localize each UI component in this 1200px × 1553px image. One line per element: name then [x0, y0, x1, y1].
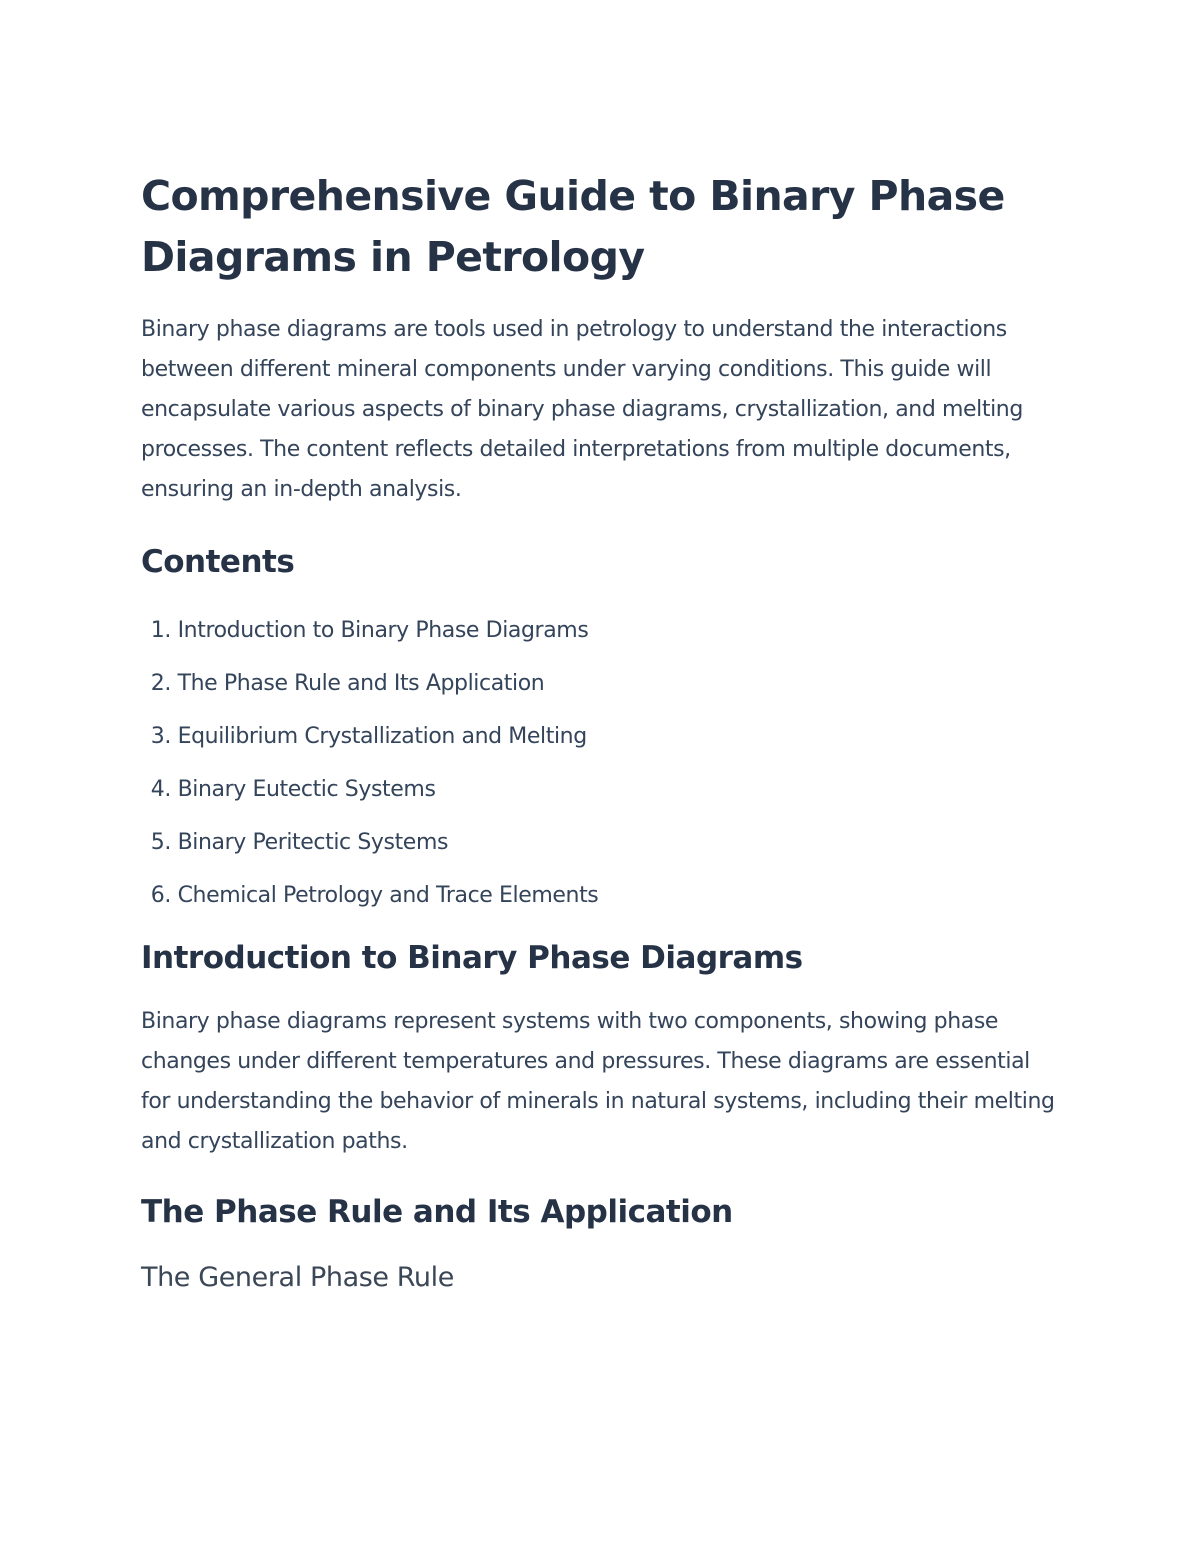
toc-item-number: 3.: [150, 724, 171, 749]
toc-item-label: Binary Eutectic Systems: [177, 777, 436, 802]
toc-item-label: Chemical Petrology and Trace Elements: [177, 883, 599, 908]
intro-paragraph: Binary phase diagrams are tools used in petrology to understand the interactions between different mineral components under varying conditions. This guide will encapsulate various aspects of binary phase diagrams, crystallization, and melting processes. The content reflects detailed interpretations from multiple documents, ensuring an in-depth analysis.: [141, 317, 1023, 502]
document-title: Comprehensive Guide to Binary Phase Diagrams in Petrology: [141, 172, 1005, 281]
toc-item-number: 5.: [150, 830, 171, 855]
section-body-introduction: Binary phase diagrams represent systems with two components, showing phase changes under different temperatures and pressures. These diagrams are essential for understanding the behavior of minerals in natural systems, including their melting and crystallization paths.: [141, 1009, 1055, 1154]
toc-item-number: 1.: [150, 618, 171, 643]
toc-item-label: The Phase Rule and Its Application: [177, 671, 545, 696]
table-of-contents: [141, 604, 1061, 922]
toc-item-label: Binary Peritectic Systems: [177, 830, 449, 855]
toc-item-number: 4.: [150, 777, 171, 802]
toc-item[interactable]: [141, 869, 1061, 922]
toc-item-label: Equilibrium Crystallization and Melting: [177, 724, 587, 749]
toc-item-label: Introduction to Binary Phase Diagrams: [177, 618, 589, 643]
toc-item[interactable]: [141, 604, 1061, 657]
toc-item[interactable]: [141, 763, 1061, 816]
toc-item[interactable]: [141, 710, 1061, 763]
contents-heading: Contents: [141, 544, 295, 580]
section-heading-phase-rule: The Phase Rule and Its Application: [141, 1194, 733, 1230]
toc-item[interactable]: [141, 816, 1061, 869]
section-heading-introduction: Introduction to Binary Phase Diagrams: [141, 940, 803, 976]
subsection-heading-general-phase-rule: The General Phase Rule: [141, 1262, 454, 1293]
toc-item-number: 2.: [150, 671, 171, 696]
toc-item-number: 6.: [150, 883, 171, 908]
toc-item[interactable]: [141, 657, 1061, 710]
document-page: [141, 166, 1061, 1298]
